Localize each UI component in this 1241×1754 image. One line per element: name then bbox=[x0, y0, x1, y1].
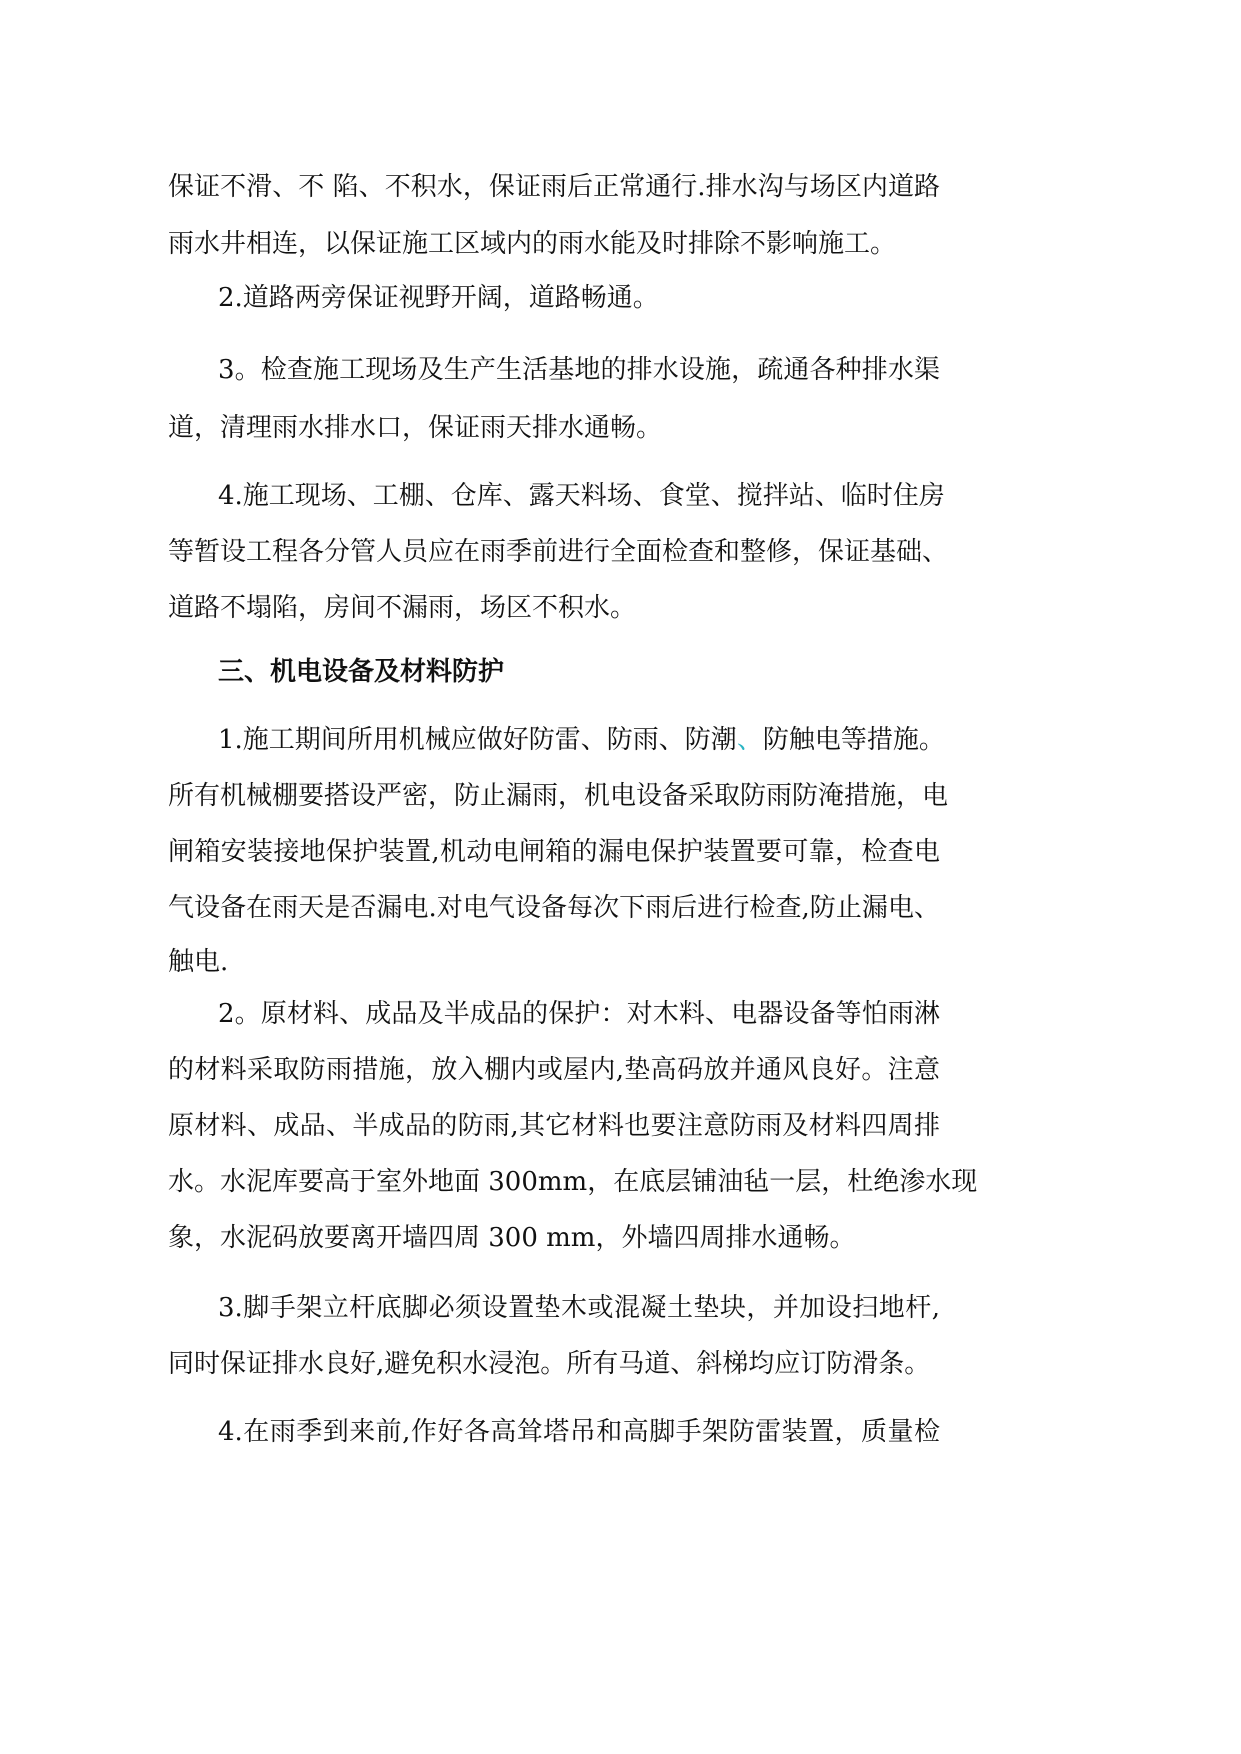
text-line: 象，水泥码放要离开墙四周 300 mm，外墙四周排水通畅。 bbox=[168, 1223, 856, 1253]
section-heading: 三、机电设备及材料防护 bbox=[218, 657, 505, 687]
text-line: 气设备在雨天是否漏电.对电气设备每次下雨后进行检查,防止漏电、 bbox=[168, 893, 940, 923]
text-span: 防触电等措施。 bbox=[762, 725, 945, 755]
text-line: 同时保证排水良好,避免积水浸泡。所有马道、斜梯均应订防滑条。 bbox=[168, 1349, 931, 1379]
text-span: 1.施工期间所用机械应做好防雷、防雨、防潮 bbox=[218, 725, 737, 755]
text-line: 水。水泥库要高于室外地面 300mm，在底层铺油毡一层，杜绝渗水现 bbox=[168, 1167, 978, 1197]
text-span: 、 bbox=[736, 725, 763, 755]
list-item-3: 3。检查施工现场及生产生活基地的排水设施，疏通各种排水渠 bbox=[218, 355, 940, 385]
text-line: 道，清理雨水排水口，保证雨天排水通畅。 bbox=[168, 413, 663, 443]
list-item-1 bbox=[218, 723, 945, 757]
text-line: 保证不滑、不 陷、不积水，保证雨后正常通行.排水沟与场区内道路 bbox=[168, 172, 940, 202]
list-item-3b: 3.脚手架立杆底脚必须设置垫木或混凝土垫块，并加设扫地杆, bbox=[218, 1293, 940, 1323]
text-line: 雨水井相连，以保证施工区域内的雨水能及时排除不影响施工。 bbox=[168, 229, 897, 259]
text-line: 道路不塌陷，房间不漏雨，场区不积水。 bbox=[168, 593, 637, 623]
text-line: 等暂设工程各分管人员应在雨季前进行全面检查和整修，保证基础、 bbox=[168, 537, 949, 567]
list-item-4b: 4.在雨季到来前,作好各高耸塔吊和高脚手架防雷装置，质量检 bbox=[218, 1417, 940, 1447]
list-item-2b: 2。原材料、成品及半成品的保护：对木料、电器设备等怕雨淋 bbox=[218, 999, 940, 1029]
text-line: 的材料采取防雨措施，放入棚内或屋内,垫高码放并通风良好。注意 bbox=[168, 1055, 940, 1085]
text-line: 触电. bbox=[168, 947, 229, 977]
text-line: 原材料、成品、半成品的防雨,其它材料也要注意防雨及材料四周排 bbox=[168, 1111, 940, 1141]
list-item-2: 2.道路两旁保证视野开阔，道路畅通。 bbox=[218, 283, 659, 313]
text-line: 闸箱安装接地保护装置,机动电闸箱的漏电保护装置要可靠，检查电 bbox=[168, 837, 940, 867]
list-item-4: 4.施工现场、工棚、仓库、露天料场、食堂、搅拌站、临时住房 bbox=[218, 481, 945, 511]
text-line: 所有机械棚要搭设严密，防止漏雨，机电设备采取防雨防淹措施，电 bbox=[168, 781, 949, 811]
